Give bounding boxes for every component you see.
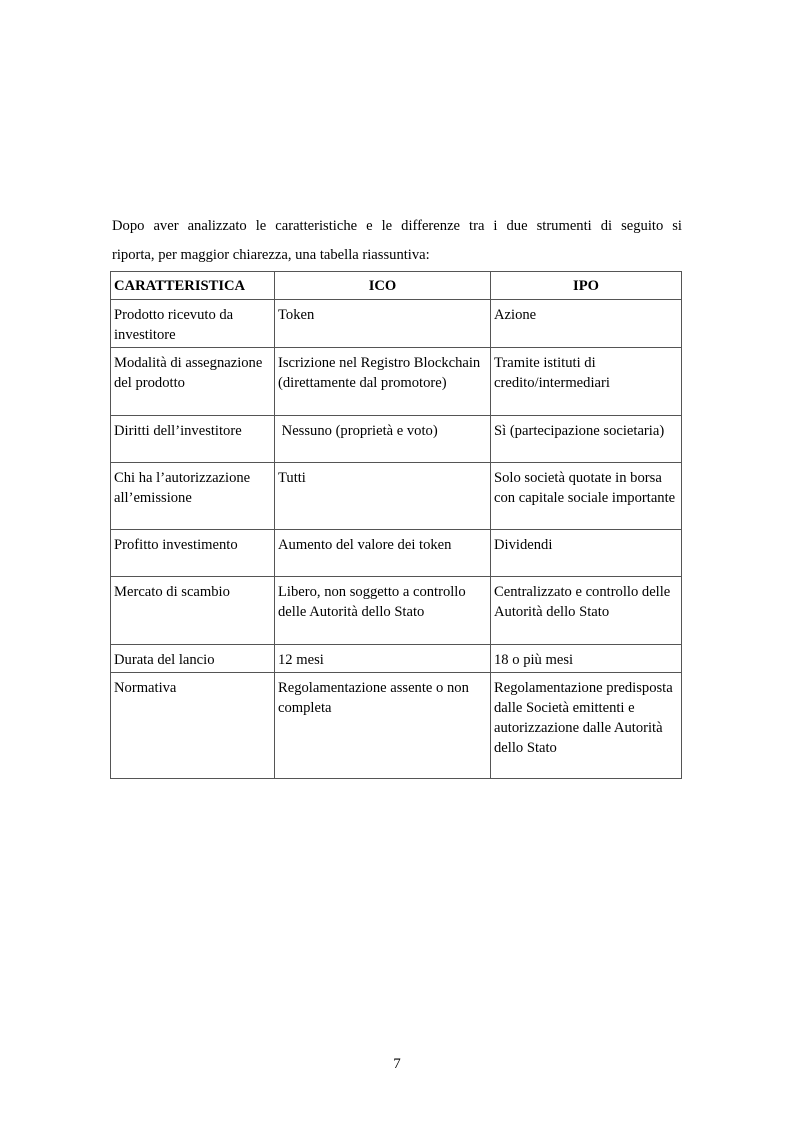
header-ipo: IPO (491, 272, 682, 300)
cell-caratteristica: Prodotto ricevuto da investitore (111, 300, 275, 348)
cell-ico: Iscrizione nel Registro Blockchain (direttamente dal promotore) (275, 348, 491, 416)
table-row (111, 463, 682, 530)
cell-ipo: Tramite istituti di credito/intermediari (491, 348, 682, 416)
table-row (111, 348, 682, 416)
cell-ico: Token (275, 300, 491, 348)
table-row (111, 577, 682, 645)
cell-ipo: Regolamentazione predisposta dalle Società emittenti e autorizzazione dalle Autorità dello Stato (491, 673, 682, 779)
cell-ipo: 18 o più mesi (491, 645, 682, 673)
cell-ico: Aumento del valore dei token (275, 530, 491, 577)
cell-caratteristica: Modalità di assegnazione del prodotto (111, 348, 275, 416)
table-row (111, 530, 682, 577)
cell-caratteristica: Chi ha l’autorizzazione all’emissione (111, 463, 275, 530)
table-row (111, 673, 682, 779)
cell-ico: 12 mesi (275, 645, 491, 673)
cell-ico: Nessuno (proprietà e voto) (275, 416, 491, 463)
header-ico: ICO (275, 272, 491, 300)
cell-caratteristica: Diritti dell’investitore (111, 416, 275, 463)
intro-line-2: riporta, per maggior chiarezza, una tabella riassuntiva: (112, 247, 430, 263)
table-row (111, 300, 682, 348)
cell-ipo: Centralizzato e controllo delle Autorità dello Stato (491, 577, 682, 645)
cell-caratteristica: Durata del lancio (111, 645, 275, 673)
cell-ipo: Azione (491, 300, 682, 348)
header-caratteristica: CARATTERISTICA (111, 272, 275, 300)
cell-ico: Regolamentazione assente o non completa (275, 673, 491, 779)
cell-caratteristica: Normativa (111, 673, 275, 779)
cell-ipo: Solo società quotate in borsa con capitale sociale importante (491, 463, 682, 530)
cell-ico: Libero, non soggetto a controllo delle Autorità dello Stato (275, 577, 491, 645)
cell-ipo: Sì (partecipazione societaria) (491, 416, 682, 463)
table-row (111, 645, 682, 673)
cell-ico: Tutti (275, 463, 491, 530)
cell-caratteristica: Profitto investimento (111, 530, 275, 577)
cell-caratteristica: Mercato di scambio (111, 577, 275, 645)
comparison-table (110, 271, 682, 779)
intro-line-1: Dopo aver analizzato le caratteristiche e le differenze tra i due strumenti di seguito si (112, 218, 682, 234)
table-row (111, 416, 682, 463)
intro-paragraph (112, 212, 682, 270)
cell-ipo: Dividendi (491, 530, 682, 577)
page-number: 7 (393, 1056, 401, 1072)
table-header-row (111, 272, 682, 300)
